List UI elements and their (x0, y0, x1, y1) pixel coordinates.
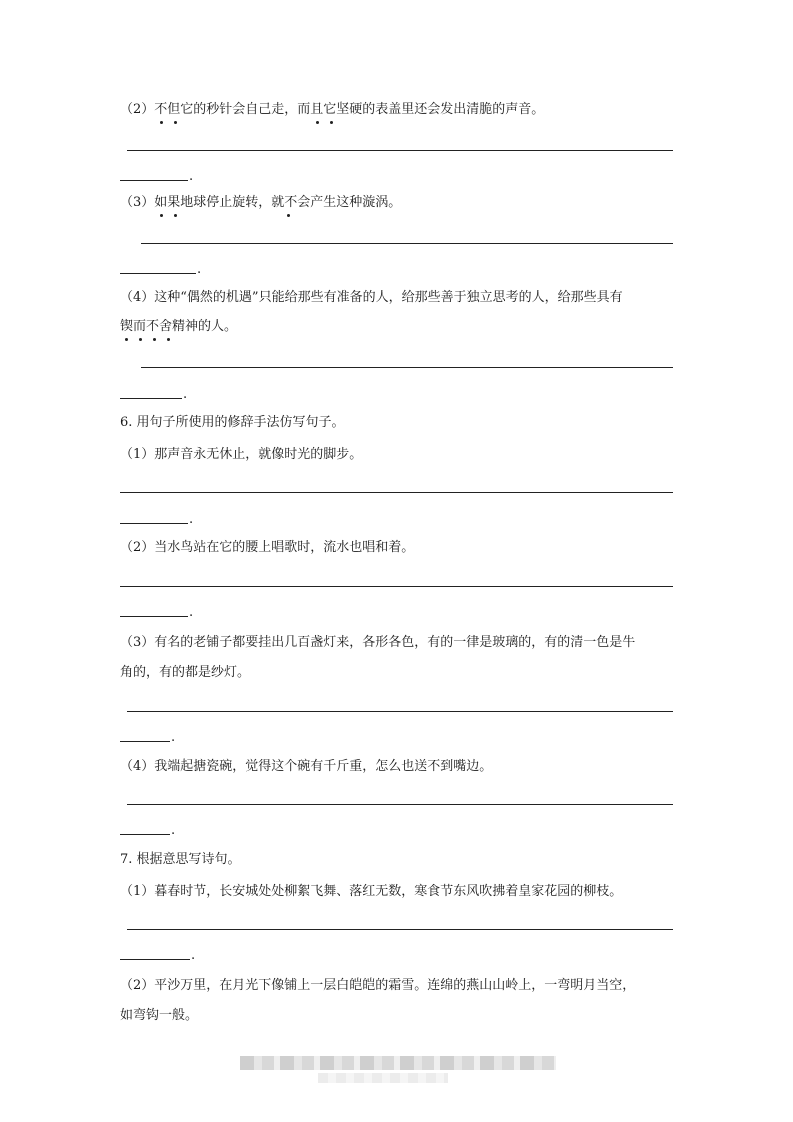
question-6-2-text: （2）当水鸟站在它的腰上唱歌时，流水也唱和着。 (120, 540, 415, 555)
answer-line[interactable] (120, 586, 673, 587)
period-mark: . (171, 823, 176, 838)
blurred-footer (240, 1056, 556, 1070)
question-5-4-text-line1: （4）这种“偶然的机遇”只能给那些有准备的人，给那些善于独立思考的人，给那些具有 (120, 290, 623, 305)
answer-line[interactable] (120, 492, 673, 493)
answer-line[interactable] (141, 243, 673, 244)
emphasis-dot (125, 338, 128, 341)
question-7-2-text-line1: （2）平沙万里，在月光下像铺上一层白皑皑的霜雪。连绵的燕山山岭上，一弯明月当空， (120, 978, 636, 993)
answer-line-short[interactable] (120, 741, 170, 742)
emphasis-dot (153, 338, 156, 341)
answer-line-short[interactable] (120, 273, 196, 274)
question-5-2-text: （2）不但它的秒针会自己走，而且它坚硬的表盖里还会发出清脆的声音。 (120, 102, 545, 117)
answer-line-short[interactable] (120, 398, 182, 399)
period-mark: . (189, 169, 194, 184)
question-6-3-text-line1: （3）有名的老铺子都要挂出几百盏灯来，各形各色，有的一律是玻璃的，有的清一色是牛 (120, 635, 636, 650)
period-mark: . (183, 387, 188, 402)
question-6-4-text: （4）我端起搪瓷碗，觉得这个碗有千斤重，怎么也送不到嘴边。 (120, 759, 493, 774)
answer-line-short[interactable] (120, 180, 188, 181)
emphasis-dot (316, 121, 319, 124)
emphasis-dot (287, 214, 290, 217)
emphasis-dot (167, 338, 170, 341)
period-mark: . (171, 730, 176, 745)
question-5-4-text-line2: 锲而不舍精神的人。 (120, 319, 238, 334)
emphasis-dot (139, 338, 142, 341)
answer-line[interactable] (127, 150, 673, 151)
question-6-3-text-line2: 角的，有的都是纱灯。 (120, 665, 251, 680)
question-6-title: 6. 用句子所使用的修辞手法仿写句子。 (120, 415, 345, 430)
emphasis-dot (160, 121, 163, 124)
answer-line-short[interactable] (120, 616, 188, 617)
question-7-2-text-line2: 如弯钩一般。 (120, 1008, 199, 1023)
answer-line[interactable] (127, 804, 673, 805)
answer-line-short[interactable] (120, 523, 188, 524)
period-mark: . (189, 512, 194, 527)
emphasis-dot (330, 121, 333, 124)
blurred-footer-subline (318, 1073, 448, 1083)
period-mark: . (191, 948, 196, 963)
answer-line-short[interactable] (120, 834, 170, 835)
answer-line[interactable] (141, 367, 673, 368)
question-7-title: 7. 根据意思写诗句。 (120, 852, 241, 867)
answer-line[interactable] (127, 929, 673, 930)
period-mark: . (189, 605, 194, 620)
question-7-1-text: （1）暮春时节，长安城处处柳絮飞舞、落红无数，寒食节东风吹拂着皇家花园的柳枝。 (120, 884, 623, 899)
answer-line-short[interactable] (120, 959, 190, 960)
question-5-3-text: （3）如果地球停止旋转，就不会产生这种漩涡。 (120, 195, 402, 210)
emphasis-dot (160, 214, 163, 217)
answer-line[interactable] (127, 711, 673, 712)
question-6-1-text: （1）那声音永无休止，就像时光的脚步。 (120, 447, 363, 462)
emphasis-dot (174, 121, 177, 124)
period-mark: . (197, 262, 202, 277)
emphasis-dot (174, 214, 177, 217)
